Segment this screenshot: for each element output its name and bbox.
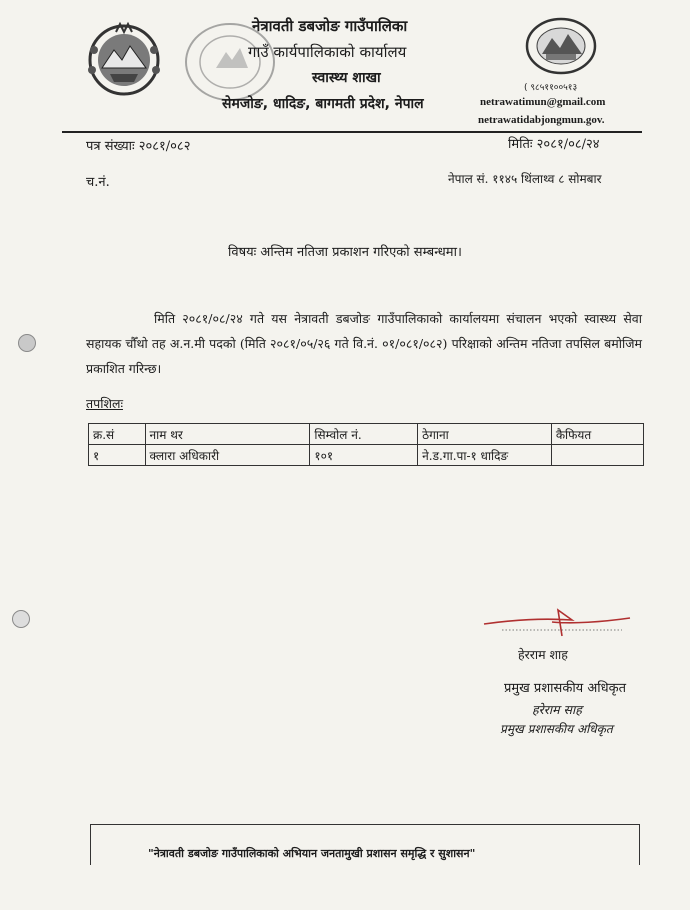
cell-remarks: [551, 445, 643, 466]
column-header-serial: क्र.सं: [89, 424, 146, 445]
signatory-name: हेरराम शाह: [518, 647, 568, 662]
cell-symbol: १०१: [310, 445, 418, 466]
stamp-signatory-title: प्रमुख प्रशासकीय अधिकृत: [500, 722, 613, 736]
punch-hole: [12, 610, 30, 628]
signatory-title: प्रमुख प्रशासकीय अधिकृत: [504, 681, 627, 696]
website-address: netrawatidabjongmun.gov.: [478, 114, 605, 126]
section-name: स्वास्थ्य शाखा: [312, 70, 381, 86]
municipality-name: नेत्रावती डबजोङ गाउँपालिका: [252, 17, 408, 35]
tapasil-label: तपशिलः: [86, 396, 123, 411]
letter-date: मितिः २०८१/०८/२४: [508, 137, 600, 152]
punch-hole: [18, 334, 36, 352]
cell-serial: १: [89, 445, 146, 466]
phone-number: ( ९८५११००५१३: [524, 83, 578, 93]
header-divider: [62, 131, 642, 133]
letter-body: [86, 306, 642, 381]
municipality-logo-icon: [522, 16, 600, 80]
nepal-emblem-icon: [80, 20, 168, 98]
column-header-name: नाम थर: [145, 424, 310, 445]
cell-name: क्लारा अधिकारी: [145, 445, 310, 466]
office-address: सेमजोङ, धादिङ, बागमती प्रदेश, नेपाल: [222, 96, 424, 112]
column-header-symbol: सिम्वोल नं.: [310, 424, 418, 445]
stamp-signatory-name: हरेराम साह: [532, 702, 582, 717]
column-header-remarks: कैफियत: [551, 424, 643, 445]
reference-number: पत्र संख्याः २०८१/०८२: [86, 139, 191, 154]
table-row: [89, 445, 644, 466]
body-paragraph: मिति २०८१/०८/२४ गते यस नेत्रावती डबजोङ गाउँपालिकाको कार्यालयमा संचालन भएको स्वास्थ्य सेवा सहायक चौँथो तह अ.न.मी पदको (मिति २०८१/०५/२६ गते वि.नं. ०१/०८१/०८२) परिक्षाको अन्तिम नतिजा तपसिल बमोजिम प्रकाशित गरिन्छ।: [86, 311, 642, 376]
office-name: गाउँ कार्यपालिकाको कार्यालय: [248, 43, 407, 61]
nepal-sambat-date: नेपाल सं. ११४५ थिंलाथ्व ८ सोमबार: [448, 172, 602, 186]
email-address: netrawatimun@gmail.com: [480, 96, 606, 108]
footer-motto: "नेत्रावती डबजोङ गाउँपालिकाको अभियान जनतामुखी प्रशासन समृद्धि र सुशासन": [148, 847, 476, 860]
cell-address: ने.ड.गा.पा-१ धादिङ: [418, 445, 552, 466]
table-header-row: [89, 424, 644, 445]
chalani-number: च.नं.: [86, 175, 110, 190]
column-header-address: ठेगाना: [418, 424, 552, 445]
results-table: [88, 423, 644, 466]
letter-subject: विषयः अन्तिम नतिजा प्रकाशन गरिएको सम्बन्धमा।: [228, 245, 462, 260]
signature-icon: [482, 606, 632, 646]
